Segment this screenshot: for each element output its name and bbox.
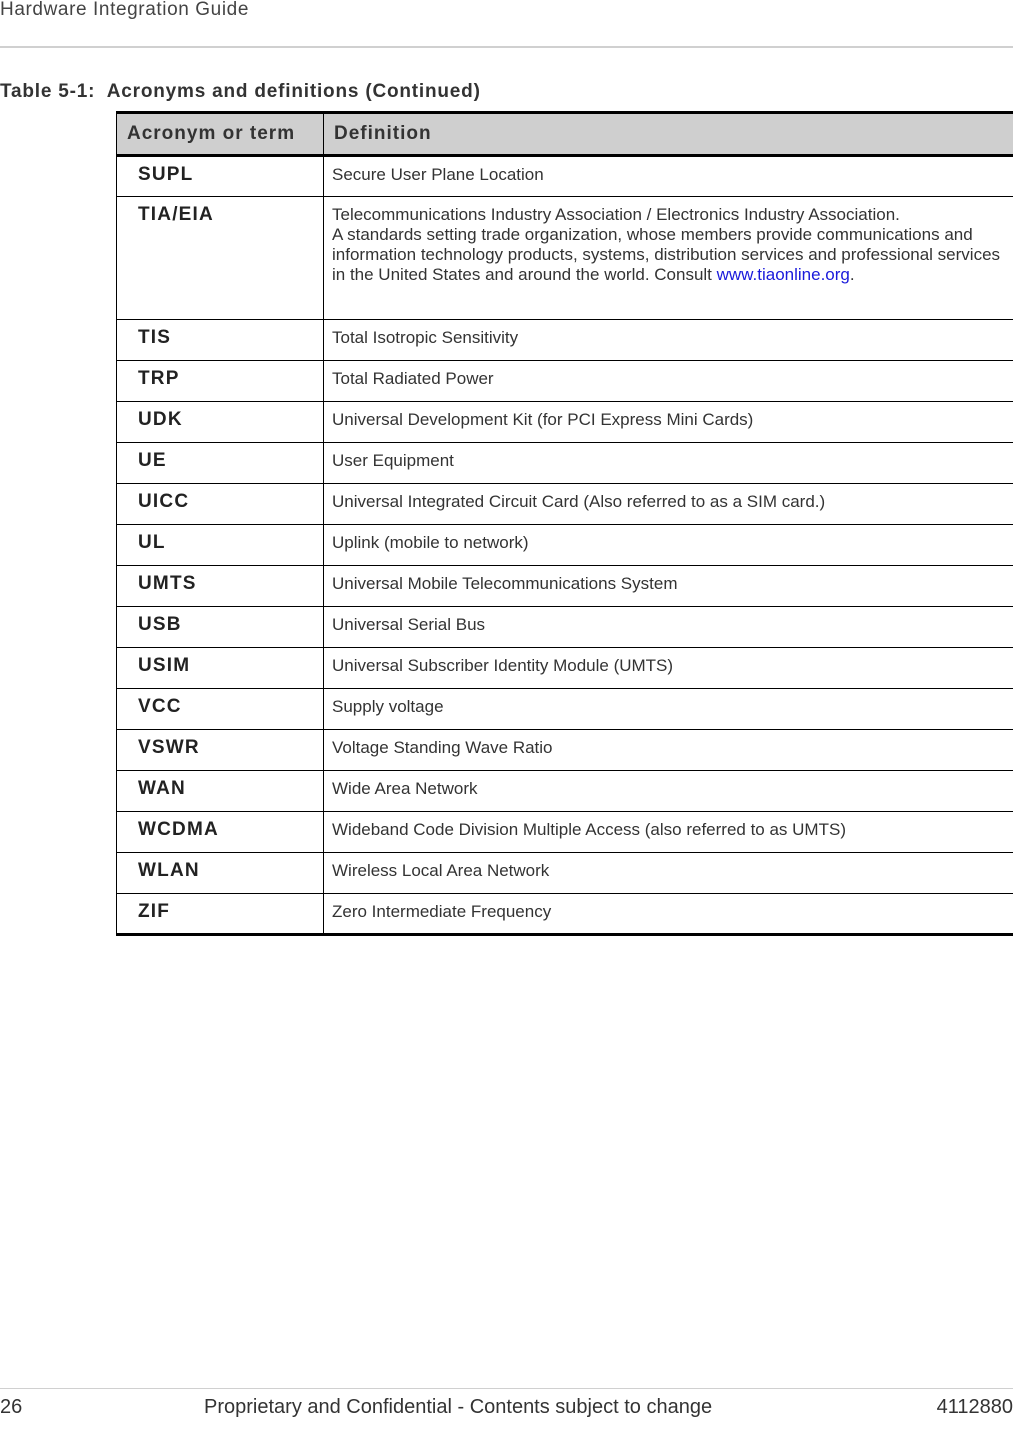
definition-cell bbox=[324, 853, 1013, 894]
definition-cell bbox=[324, 484, 1013, 525]
table-caption bbox=[0, 81, 481, 103]
acronym-definition: Wireless Local Area Network bbox=[332, 861, 550, 880]
acronym-definition bbox=[324, 197, 1013, 285]
table-row bbox=[117, 197, 1013, 320]
acronym-definition: Universal Serial Bus bbox=[332, 615, 486, 634]
acronym-table bbox=[116, 111, 1013, 936]
acronym-term: UDK bbox=[138, 409, 183, 430]
term-cell bbox=[117, 689, 324, 730]
term-cell bbox=[117, 525, 324, 566]
definition-period: . bbox=[849, 265, 855, 284]
running-header: Hardware Integration Guide bbox=[0, 0, 250, 20]
column-header-acronym: Acronym or term bbox=[117, 113, 324, 156]
table-row bbox=[117, 853, 1013, 894]
definition-cell bbox=[324, 402, 1013, 443]
definition-cell bbox=[324, 156, 1013, 197]
acronym-term: TIA/EIA bbox=[138, 204, 214, 225]
definition-cell bbox=[324, 648, 1013, 689]
definition-cell bbox=[324, 894, 1013, 935]
definition-cell bbox=[324, 320, 1013, 361]
acronym-term: USIM bbox=[138, 655, 191, 676]
acronym-term: UICC bbox=[138, 491, 190, 512]
definition-cell bbox=[324, 812, 1013, 853]
term-cell bbox=[117, 648, 324, 689]
table-row bbox=[117, 648, 1013, 689]
acronym-definition: Zero Intermediate Frequency bbox=[332, 902, 552, 921]
table-row bbox=[117, 689, 1013, 730]
term-cell bbox=[117, 156, 324, 197]
definition-cell bbox=[324, 730, 1013, 771]
acronym-definition: Total Radiated Power bbox=[332, 369, 494, 388]
acronym-term: UMTS bbox=[138, 573, 197, 594]
table-row bbox=[117, 894, 1013, 935]
term-cell bbox=[117, 443, 324, 484]
term-cell bbox=[117, 771, 324, 812]
term-cell bbox=[117, 894, 324, 935]
definition-cell bbox=[324, 361, 1013, 402]
table-row bbox=[117, 484, 1013, 525]
term-cell bbox=[117, 812, 324, 853]
acronym-term: TIS bbox=[138, 327, 172, 348]
table-row bbox=[117, 607, 1013, 648]
table-row bbox=[117, 730, 1013, 771]
table-caption-title: Acronyms and definitions (Continued) bbox=[106, 81, 481, 102]
acronym-term: WCDMA bbox=[138, 819, 219, 840]
acronym-term: TRP bbox=[138, 368, 180, 389]
tiaonline-link[interactable]: www.tiaonline.org bbox=[716, 265, 850, 284]
table-caption-label: Table 5-1: bbox=[0, 81, 96, 102]
term-cell bbox=[117, 607, 324, 648]
acronym-term: UL bbox=[138, 532, 166, 553]
document-number: 4112880 bbox=[936, 1396, 1013, 1418]
table-row bbox=[117, 812, 1013, 853]
acronym-definition: Supply voltage bbox=[332, 697, 444, 716]
definition-cell bbox=[324, 607, 1013, 648]
acronym-term: VSWR bbox=[138, 737, 200, 758]
term-cell bbox=[117, 484, 324, 525]
definition-line bbox=[332, 225, 1005, 285]
table-row bbox=[117, 566, 1013, 607]
acronym-definition: Secure User Plane Location bbox=[332, 165, 544, 184]
acronym-definition: Total Isotropic Sensitivity bbox=[332, 328, 519, 347]
header-rule bbox=[0, 46, 1013, 48]
term-cell bbox=[117, 320, 324, 361]
definition-cell bbox=[324, 771, 1013, 812]
acronym-definition: Wideband Code Division Multiple Access (also referred to as UMTS) bbox=[332, 820, 846, 839]
table-row bbox=[117, 320, 1013, 361]
acronym-term: VCC bbox=[138, 696, 182, 717]
definition-text: A standards setting trade organization, whose members provide communications and information technology products, systems, distribution services and professional services in the United States and around the world. Consult bbox=[332, 225, 1001, 284]
confidentiality-notice: Proprietary and Confidential - Contents subject to change bbox=[204, 1396, 713, 1418]
footer-rule bbox=[0, 1388, 1013, 1389]
term-cell bbox=[117, 197, 324, 320]
table-header-row bbox=[117, 113, 1013, 156]
acronym-definition: Universal Development Kit (for PCI Express Mini Cards) bbox=[332, 410, 754, 429]
term-cell bbox=[117, 402, 324, 443]
definition-line: Telecommunications Industry Association / Electronics Industry Association. bbox=[332, 205, 900, 224]
acronym-term: WLAN bbox=[138, 860, 200, 881]
definition-cell bbox=[324, 566, 1013, 607]
definition-cell bbox=[324, 197, 1013, 320]
acronym-term: SUPL bbox=[138, 164, 194, 185]
acronym-definition: Universal Mobile Telecommunications System bbox=[332, 574, 678, 593]
term-cell bbox=[117, 566, 324, 607]
term-cell bbox=[117, 853, 324, 894]
definition-cell bbox=[324, 443, 1013, 484]
term-cell bbox=[117, 361, 324, 402]
acronym-definition: Wide Area Network bbox=[332, 779, 478, 798]
definition-cell bbox=[324, 689, 1013, 730]
term-cell bbox=[117, 730, 324, 771]
table-row bbox=[117, 525, 1013, 566]
acronym-definition: Uplink (mobile to network) bbox=[332, 533, 529, 552]
acronym-definition: Voltage Standing Wave Ratio bbox=[332, 738, 553, 757]
table-row bbox=[117, 443, 1013, 484]
table-row bbox=[117, 361, 1013, 402]
column-header-definition: Definition bbox=[324, 113, 1013, 156]
acronym-definition: User Equipment bbox=[332, 451, 454, 470]
acronym-term: ZIF bbox=[138, 901, 171, 922]
table-row bbox=[117, 771, 1013, 812]
acronym-definition: Universal Subscriber Identity Module (UMTS) bbox=[332, 656, 674, 675]
table-row bbox=[117, 156, 1013, 197]
definition-cell bbox=[324, 525, 1013, 566]
acronym-definition: Universal Integrated Circuit Card (Also referred to as a SIM card.) bbox=[332, 492, 826, 511]
acronym-term: UE bbox=[138, 450, 167, 471]
table-row bbox=[117, 402, 1013, 443]
acronym-term: WAN bbox=[138, 778, 186, 799]
page-number: 26 bbox=[0, 1396, 23, 1418]
acronym-term: USB bbox=[138, 614, 182, 635]
